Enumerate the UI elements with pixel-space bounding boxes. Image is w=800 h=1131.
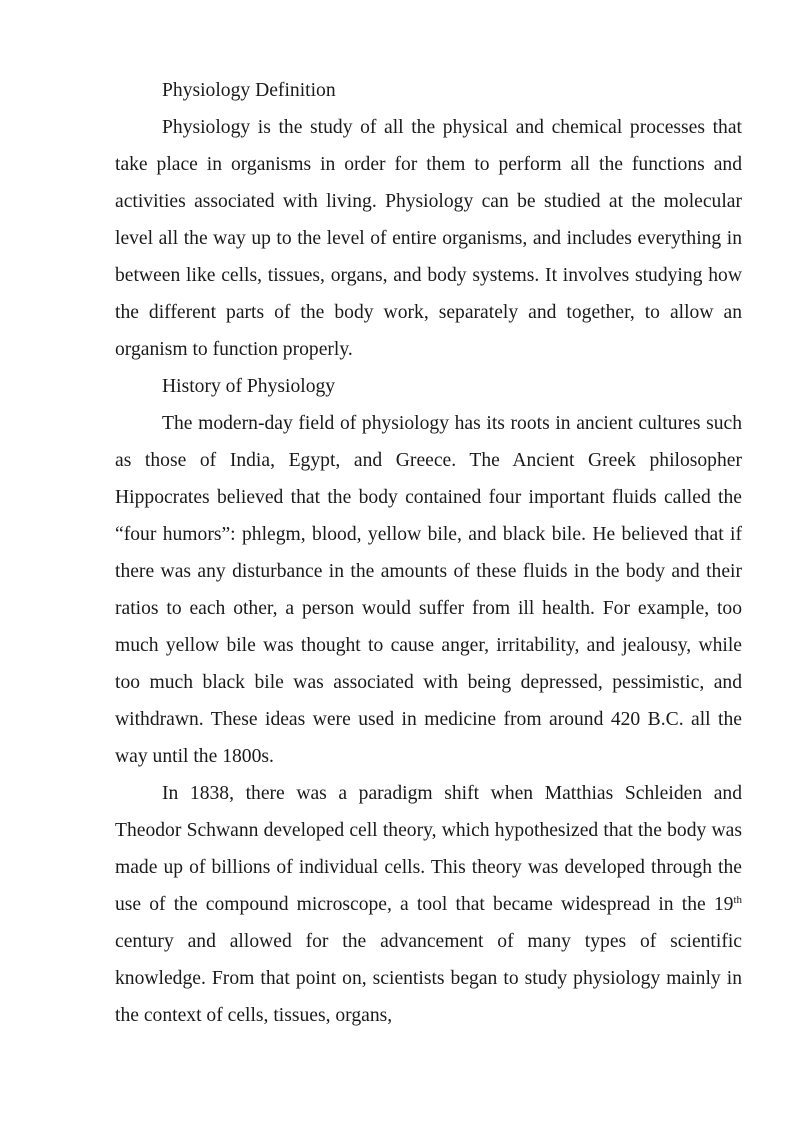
paragraph-cell-theory-text-2: century and allowed for the advancement of many types of scientific knowledge. From that point on, scientists began to study physiology mainly in the context of cells, tissues, organs, (115, 931, 742, 1026)
section-heading-definition: Physiology Definition (162, 80, 336, 101)
paragraph-cell-theory-text-1: In 1838, there was a paradigm shift when Matthias Schleiden and Theodor Schwann developed cell theory, which hypothesized that the body was made up of billions of individual cells. This theory was developed through the use of the compound microscope, a tool that became widespread in the 19 (115, 783, 742, 915)
paragraph-definition: Physiology is the study of all the physical and chemical processes that take place in organisms in order for them to perform all the functions and activities associated with living. Physiology can be studied at the molecular level all the way up to the level of entire organisms, and includes everything in between like cells, tissues, organs, and body systems. It involves studying how the different parts of the body work, separately and together, to allow an organism to function properly. (115, 117, 742, 360)
document-page (115, 72, 742, 1034)
paragraph-cell-theory (115, 775, 742, 1034)
section-heading-history: History of Physiology (162, 376, 336, 397)
ordinal-superscript: th (733, 894, 742, 906)
paragraph-history: The modern-day field of physiology has its roots in ancient cultures such as those of India, Egypt, and Greece. The Ancient Greek philosopher Hippocrates believed that the body contained four important fluids called the “four humors”: phlegm, blood, yellow bile, and black bile. He believed that if there was any disturbance in the amounts of these fluids in the body and their ratios to each other, a person would suffer from ill health. For example, too much yellow bile was thought to cause anger, irritability, and jealousy, while too much black bile was associated with being depressed, pessimistic, and withdrawn. These ideas were used in medicine from around 420 B.C. all the way until the 1800s. (115, 413, 742, 767)
